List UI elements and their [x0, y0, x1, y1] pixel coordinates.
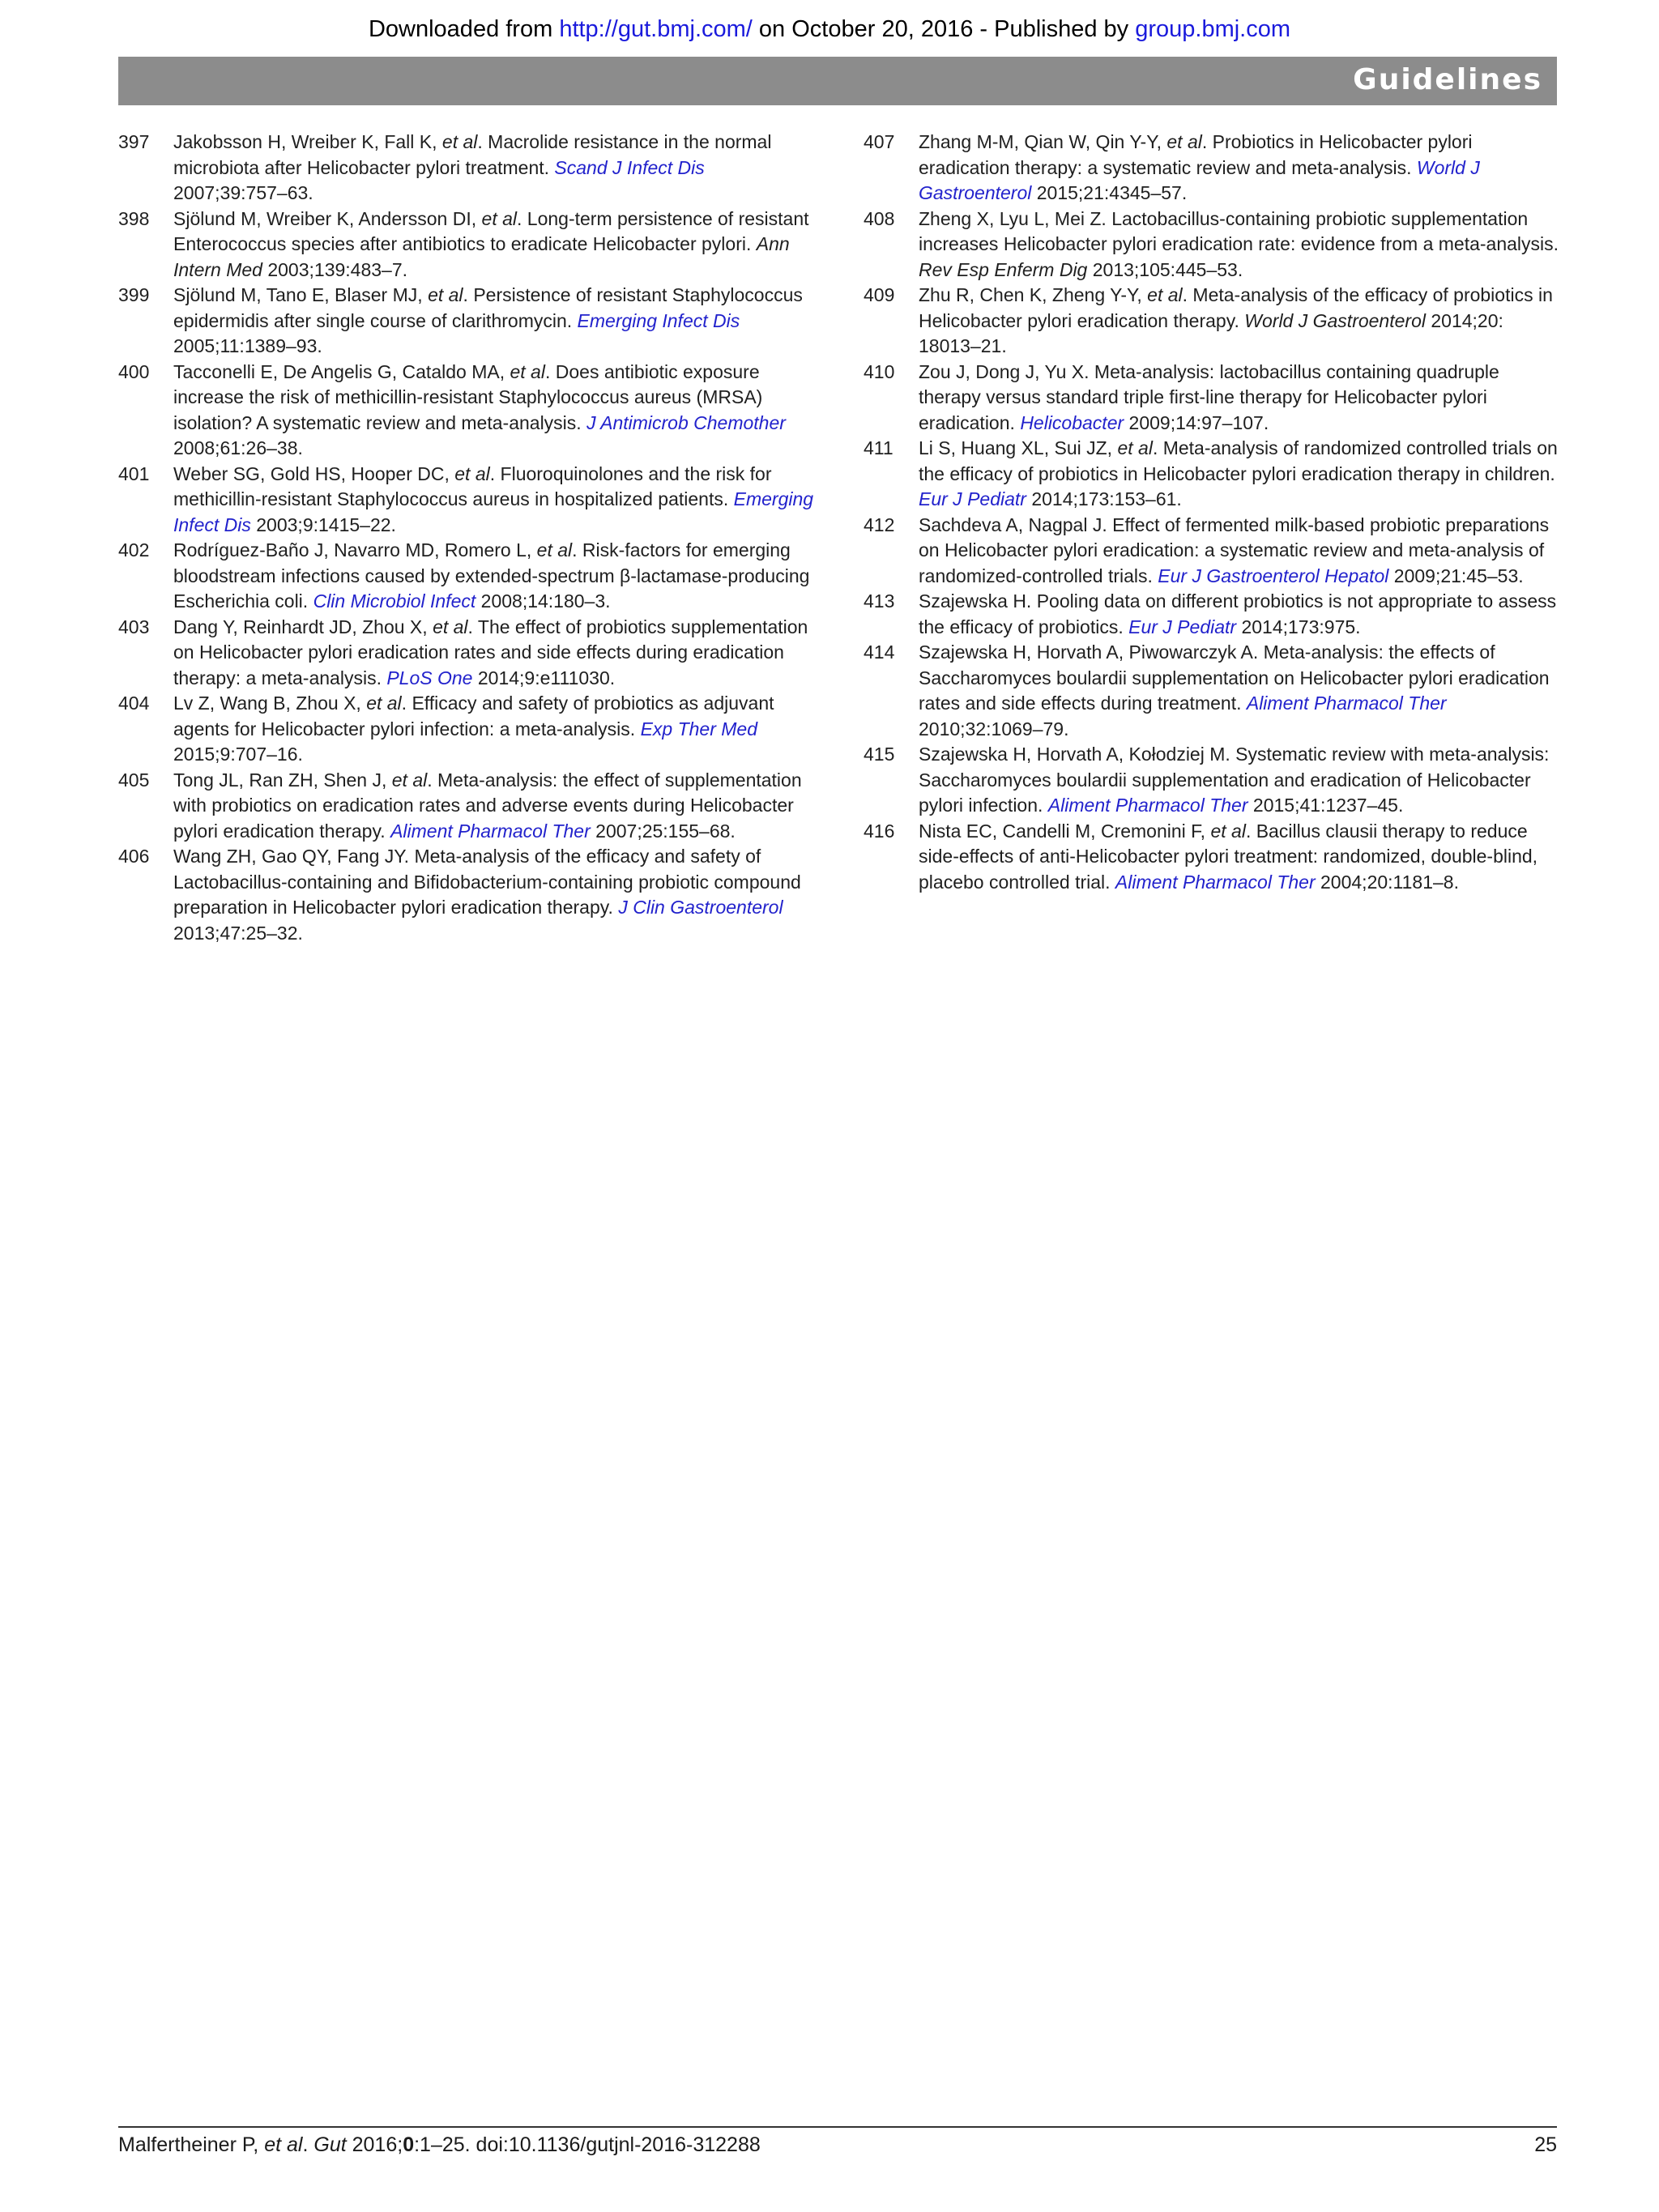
reference-title: . Long-term persistence of resistant Enterococcus species after antibiotics to eradicate Helicobacter pylori. — [173, 207, 809, 254]
reference-citation: 2010;32:1069–79. — [919, 718, 1069, 739]
reference-title: . Macrolide resistance in the normal microbiota after Helicobacter pylori treatment. — [173, 131, 772, 178]
reference-citation: 2014;173:975. — [1236, 616, 1361, 637]
page-footer — [118, 2133, 1557, 2157]
journal-link[interactable]: Eur J Pediatr — [1128, 616, 1237, 637]
reference-item — [864, 283, 1560, 360]
reference-item — [118, 691, 815, 768]
reference-title: . Persistence of resistant Staphylococcus epidermidis after single course of clarithromycin. — [173, 284, 803, 331]
reference-item — [864, 436, 1560, 513]
reference-etal: et al — [481, 207, 518, 229]
reference-title: . Does antibiotic exposure increase the risk of methicillin-resistant Staphylococcus aureus (MRSA) isolation? A systematic review and meta-analysis. — [173, 360, 763, 433]
reference-etal: et al — [391, 769, 428, 791]
download-middle: on October 20, 2016 - Published by — [752, 16, 1136, 42]
reference-item — [118, 360, 815, 462]
journal-name: World J Gastroenterol — [1244, 309, 1426, 331]
reference-number: 404 — [118, 693, 150, 714]
reference-item — [118, 207, 815, 283]
reference-authors: Nista EC, Candelli M, Cremonini F, — [919, 820, 1211, 842]
footer-year: 2016; — [346, 2133, 403, 2156]
reference-number: 400 — [118, 360, 150, 382]
reference-number: 415 — [864, 744, 895, 765]
reference-title: . Probiotics in Helicobacter pylori eradication therapy: a systematic review and meta-analysis. — [919, 131, 1473, 178]
reference-item — [118, 615, 815, 692]
reference-title: . Efficacy and safety of probiotics as adjuvant agents for Helicobacter pylori infection: a meta-analysis. — [173, 693, 774, 739]
footer-journal: Gut — [313, 2133, 347, 2156]
reference-citation: 2007;39:757–63. — [173, 182, 313, 203]
reference-number: 408 — [864, 207, 895, 229]
reference-authors: Tacconelli E, De Angelis G, Cataldo MA, — [173, 360, 510, 382]
reference-title: . Meta-analysis of the efficacy of probiotics in Helicobacter pylori eradication therapy. — [919, 284, 1553, 331]
reference-item — [118, 538, 815, 615]
reference-item — [864, 130, 1560, 207]
download-notice — [0, 16, 1659, 43]
reference-item — [864, 640, 1560, 742]
reference-authors: Szajewska H, Horvath A, Piwowarczyk A. Meta-analysis: the effects of Saccharomyces boulardii supplementation on Helicobacter pylori eradication rates and side effects during treatment. — [919, 641, 1550, 714]
reference-number: 397 — [118, 131, 150, 152]
reference-title: . Bacillus clausii therapy to reduce side-effects of anti-Helicobacter pylori treatment: randomized, double-blind, placebo controlled trial. — [919, 820, 1538, 893]
reference-number: 401 — [118, 462, 150, 484]
reference-etal: et al — [1166, 131, 1202, 152]
reference-number: 406 — [118, 846, 150, 867]
journal-link[interactable]: J Clin Gastroenterol — [618, 897, 783, 918]
reference-etal: et al — [454, 462, 490, 484]
reference-etal: et al — [433, 616, 468, 637]
reference-authors: Sjölund M, Tano E, Blaser MJ, — [173, 284, 429, 305]
reference-etal: et al — [441, 131, 478, 152]
reference-citation: 2014;20: 18013–21. — [919, 309, 1503, 356]
journal-link[interactable]: Aliment Pharmacol Ther — [1246, 693, 1447, 714]
journal-name: Rev Esp Enferm Dig — [919, 258, 1088, 280]
reference-item — [864, 742, 1560, 819]
reference-authors: Szajewska H, Horvath A, Kołodziej M. Systematic review with meta-analysis: Saccharomyces boulardii supplementation and eradication of Helicobacter pylori infection. — [919, 744, 1550, 816]
reference-etal: et al — [510, 360, 545, 382]
reference-citation: 2015;21:4345–57. — [1031, 182, 1188, 203]
journal-link[interactable]: Eur J Gastroenterol Hepatol — [1158, 565, 1389, 586]
reference-authors: Sjölund M, Wreiber K, Andersson DI, — [173, 207, 482, 229]
reference-item — [118, 283, 815, 360]
page-number: 25 — [1534, 2133, 1557, 2156]
reference-number: 399 — [118, 284, 150, 305]
reference-etal: et al — [536, 539, 573, 560]
reference-column-left — [118, 130, 815, 946]
reference-item — [118, 130, 815, 207]
reference-citation: 2003;9:1415–22. — [250, 514, 396, 535]
reference-etal: et al — [366, 693, 402, 714]
reference-number: 412 — [864, 514, 895, 535]
reference-item — [118, 844, 815, 946]
reference-authors: Szajewska H. Pooling data on different probiotics is not appropriate to assess the efficacy of probiotics. — [919, 590, 1557, 637]
reference-etal: et al — [428, 284, 463, 305]
section-title: Guidelines — [1353, 63, 1542, 96]
reference-authors: Sachdeva A, Nagpal J. Effect of fermented milk-based probiotic preparations on Helicobacter pylori eradication: a systematic review and meta-analysis of randomized-controlled trials. — [919, 514, 1550, 586]
reference-authors: Rodríguez-Baño J, Navarro MD, Romero L, — [173, 539, 537, 560]
reference-item — [864, 589, 1560, 640]
journal-link[interactable]: Clin Microbiol Infect — [313, 590, 476, 612]
reference-item — [864, 513, 1560, 590]
reference-citation: 2013;105:445–53. — [1087, 258, 1243, 280]
reference-etal: et al — [1210, 820, 1246, 842]
journal-link[interactable]: Emerging Infect Dis — [173, 488, 814, 535]
footer-etal: et al — [264, 2133, 303, 2156]
reference-title: . Meta-analysis: the effect of supplementation with probiotics on eradication rates and adverse events during Helicobacter pylori eradication therapy. — [173, 769, 802, 842]
reference-citation: 2005;11:1389–93. — [173, 335, 322, 356]
journal-link[interactable]: PLoS One — [386, 667, 473, 688]
reference-citation: 2014;9:e111030. — [472, 667, 616, 688]
journal-link[interactable]: World J Gastroenterol — [919, 156, 1480, 203]
reference-citation: 2004;20:1181–8. — [1315, 871, 1459, 893]
download-prefix: Downloaded from — [368, 16, 560, 42]
reference-item — [864, 360, 1560, 437]
journal-link[interactable]: Exp Ther Med — [640, 718, 758, 739]
reference-number: 410 — [864, 360, 895, 382]
journal-link[interactable]: J Antimicrob Chemother — [586, 411, 786, 433]
reference-authors: Dang Y, Reinhardt JD, Zhou X, — [173, 616, 433, 637]
reference-citation: 2013;47:25–32. — [173, 922, 303, 944]
section-header-band — [118, 57, 1557, 105]
footer-author: Malfertheiner P, — [118, 2133, 265, 2156]
reference-citation: 2008;14:180–3. — [476, 590, 611, 612]
reference-citation: 2015;41:1237–45. — [1247, 795, 1404, 816]
reference-authors: Jakobsson H, Wreiber K, Fall K, — [173, 131, 442, 152]
reference-item — [864, 207, 1560, 283]
reference-authors: Tong JL, Ran ZH, Shen J, — [173, 769, 392, 791]
footer-citation: :1–25. doi:10.1136/gutjnl-2016-312288 — [414, 2133, 761, 2156]
reference-authors: Lv Z, Wang B, Zhou X, — [173, 693, 367, 714]
reference-number: 403 — [118, 616, 150, 637]
journal-link[interactable]: Aliment Pharmacol Ther — [1047, 795, 1248, 816]
reference-citation: 2008;61:26–38. — [173, 437, 303, 458]
reference-citation: 2015;9:707–16. — [173, 744, 303, 765]
reference-number: 405 — [118, 769, 150, 791]
reference-citation: 2007;25:155–68. — [590, 820, 736, 842]
reference-title: . Meta-analysis of randomized controlled trials on the efficacy of probiotics in Helicobacter pylori eradication therapy in children. — [919, 437, 1558, 484]
reference-authors: Zhang M-M, Qian W, Qin Y-Y, — [919, 131, 1167, 152]
reference-number: 413 — [864, 590, 895, 612]
journal-link[interactable]: Helicobacter — [1020, 411, 1124, 433]
reference-citation: 2003;139:483–7. — [262, 258, 408, 280]
footer-volume: 0 — [403, 2133, 415, 2156]
reference-authors: Zheng X, Lyu L, Mei Z. Lactobacillus-containing probiotic supplementation increases Helicobacter pylori eradication rate: evidence from a meta-analysis. — [919, 207, 1559, 254]
reference-number: 409 — [864, 284, 895, 305]
reference-citation: 2009;14:97–107. — [1124, 411, 1269, 433]
reference-column-right — [864, 130, 1560, 895]
reference-number: 416 — [864, 820, 895, 842]
reference-authors: Wang ZH, Gao QY, Fang JY. Meta-analysis of the efficacy and safety of Lactobacillus-containing and Bifidobacterium-containing probiotic compound preparation in Helicobacter pylori eradication therapy. — [173, 846, 801, 918]
reference-number: 411 — [864, 437, 893, 458]
journal-name: Ann Intern Med — [173, 233, 790, 280]
reference-title: . Fluoroquinolones and the risk for methicillin-resistant Staphylococcus aureus in hospitalized patients. — [173, 462, 772, 509]
journal-link[interactable]: Scand J Infect Dis — [554, 156, 705, 178]
reference-etal: et al — [1117, 437, 1153, 458]
reference-number: 414 — [864, 641, 895, 663]
journal-link[interactable]: Aliment Pharmacol Ther — [1115, 871, 1316, 893]
reference-item — [118, 768, 815, 845]
reference-citation: 2009;21:45–53. — [1388, 565, 1524, 586]
reference-authors: Zhu R, Chen K, Zheng Y-Y, — [919, 284, 1148, 305]
reference-authors: Weber SG, Gold HS, Hooper DC, — [173, 462, 455, 484]
footer-sep: . — [302, 2133, 314, 2156]
journal-link[interactable]: Emerging Infect Dis — [577, 309, 740, 331]
reference-authors: Zou J, Dong J, Yu X. Meta-analysis: lactobacillus containing quadruple therapy versus standard triple first-line therapy for Helicobacter pylori eradication. — [919, 360, 1499, 433]
reference-etal: et al — [1147, 284, 1183, 305]
reference-authors: Li S, Huang XL, Sui JZ, — [919, 437, 1118, 458]
group-bmj-link[interactable]: group.bmj.com — [1135, 16, 1291, 42]
journal-link[interactable]: Aliment Pharmacol Ther — [390, 820, 591, 842]
reference-title: . Risk-factors for emerging bloodstream infections caused by extended-spectrum β-lactamase-producing Escherichia coli. — [173, 539, 810, 612]
reference-number: 407 — [864, 131, 895, 152]
gut-bmj-link[interactable]: http://gut.bmj.com/ — [559, 16, 753, 42]
reference-item — [864, 819, 1560, 896]
reference-item — [118, 462, 815, 539]
reference-number: 402 — [118, 539, 150, 560]
journal-link[interactable]: Eur J Pediatr — [919, 488, 1026, 509]
footer-divider — [118, 2126, 1557, 2128]
reference-citation: 2014;173:153–61. — [1026, 488, 1182, 509]
reference-title: . The effect of probiotics supplementation on Helicobacter pylori eradication rates and side effects during eradication therapy: a meta-analysis. — [173, 616, 808, 688]
reference-number: 398 — [118, 207, 150, 229]
